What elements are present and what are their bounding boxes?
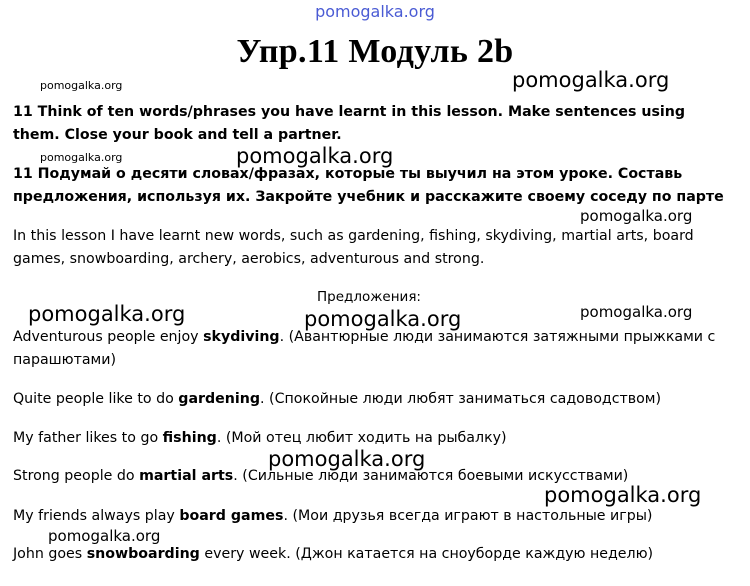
watermark: pomogalka.org xyxy=(40,79,123,92)
watermark: pomogalka.org xyxy=(580,207,693,225)
watermark: pomogalka.org xyxy=(544,483,702,507)
sentence-line: My friends always play board games. (Мои друзья всегда играют в настольные игры) xyxy=(13,508,653,524)
sentences-label: Предложения: xyxy=(317,289,421,305)
watermark: pomogalka.org xyxy=(268,447,426,471)
sentence-line: Quite people like to do gardening. (Спокойные люди любят заниматься садоводством) xyxy=(13,391,662,407)
sentence-line-continued: парашютами) xyxy=(13,352,117,368)
sentence-line: Strong people do martial arts. (Сильные люди занимаются боевыми искусствами) xyxy=(13,468,629,484)
watermark: pomogalka.org xyxy=(512,68,670,92)
sentence-line: My father likes to go fishing. (Мой отец любит ходить на рыбалку) xyxy=(13,430,507,446)
watermark: pomogalka.org xyxy=(580,303,693,321)
watermark: pomogalka.org xyxy=(48,527,161,545)
task-russian: 11 Подумай о десяти словах/фразах, которые ты выучил на этом уроке. Составь предложения, используя их. Закройте учебник и расскажите своему соседу по парте xyxy=(13,166,724,205)
task-english: 11 Think of ten words/phrases you have learnt in this lesson. Make sentences using them. Close your book and tell a partner. xyxy=(13,104,686,143)
watermark: pomogalka.org xyxy=(236,144,394,168)
intro-paragraph: In this lesson I have learnt new words, such as gardening, fishing, skydiving, martial arts, board games, snowboarding, archery, aerobics, adventurous and strong. xyxy=(13,228,694,267)
sentence-line: John goes snowboarding every week. (Джон катается на сноуборде каждую неделю) xyxy=(13,546,654,562)
watermark: pomogalka.org xyxy=(304,307,462,331)
watermark: pomogalka.org xyxy=(40,151,123,164)
top-site-link[interactable]: pomogalka.org xyxy=(315,2,435,21)
sentence-line: Adventurous people enjoy skydiving. (Авантюрные люди занимаются затяжными прыжками с xyxy=(13,329,716,345)
page-title: Упр.11 Модуль 2b xyxy=(236,33,514,70)
watermark: pomogalka.org xyxy=(28,302,186,326)
